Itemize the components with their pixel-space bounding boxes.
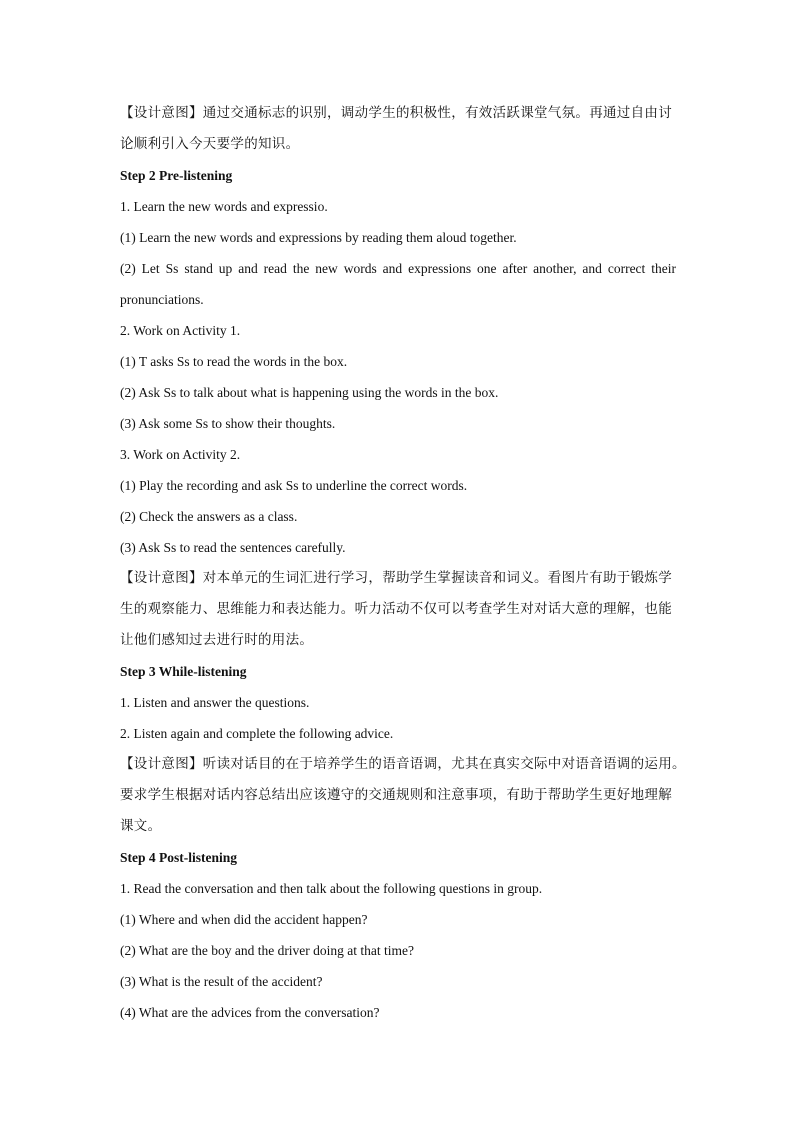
design-intent-2-line-1: 【设计意图】对本单元的生词汇进行学习，帮助学生掌握读音和词义。看图片有助于锻炼学 xyxy=(120,570,672,586)
step2-item: 1. Learn the new words and expressio. xyxy=(120,199,328,214)
step4-item: (2) What are the boy and the driver doing at that time? xyxy=(120,943,415,958)
step4-item: 1. Read the conversation and then talk about the following questions in group. xyxy=(120,881,543,896)
step4-heading: Step 4 Post-listening xyxy=(120,850,238,865)
step2-heading: Step 2 Pre-listening xyxy=(120,168,233,183)
step2-item: (2) Ask Ss to talk about what is happening using the words in the box. xyxy=(120,385,499,400)
step3-item: 1. Listen and answer the questions. xyxy=(120,695,310,710)
step2-item: pronunciations. xyxy=(120,292,204,307)
step4-item: (1) Where and when did the accident happen? xyxy=(120,912,368,927)
step2-section xyxy=(120,160,676,563)
step3-heading: Step 3 While-listening xyxy=(120,664,247,679)
design-intent-3-line-2: 要求学生根据对话内容总结出应该遵守的交通规则和注意事项，有助于帮助学生更好地理解 xyxy=(120,787,672,803)
step2-item: (3) Ask some Ss to show their thoughts. xyxy=(120,416,336,431)
design-intent-1-line-1: 【设计意图】通过交通标志的识别，调动学生的积极性，有效活跃课堂气氛。再通过自由讨 xyxy=(120,105,672,121)
step4-item: (3) What is the result of the accident? xyxy=(120,974,323,989)
step2-item: (1) Play the recording and ask Ss to underline the correct words. xyxy=(120,478,468,493)
step3-section xyxy=(120,656,676,749)
design-intent-2-line-3: 让他们感知过去进行时的用法。 xyxy=(120,632,314,648)
design-intent-3-line-3: 课文。 xyxy=(120,818,162,834)
step2-item: (2) Let Ss stand up and read the new words and expressions one after another, and correct their xyxy=(120,261,676,276)
design-intent-2 xyxy=(120,563,676,656)
step2-item: (2) Check the answers as a class. xyxy=(120,509,298,524)
step2-item: 3. Work on Activity 2. xyxy=(120,447,241,462)
step3-item: 2. Listen again and complete the following advice. xyxy=(120,726,394,741)
step2-item: 2. Work on Activity 1. xyxy=(120,323,241,338)
step2-item: (1) T asks Ss to read the words in the box. xyxy=(120,354,348,369)
design-intent-1-line-2: 论顺利引入今天要学的知识。 xyxy=(120,136,300,152)
design-intent-3 xyxy=(120,749,686,842)
document-page xyxy=(120,98,686,1028)
design-intent-2-line-2: 生的观察能力、思维能力和表达能力。听力活动不仅可以考查学生对对话大意的理解，也能 xyxy=(120,601,672,617)
step4-section xyxy=(120,842,676,1028)
step4-item: (4) What are the advices from the conversation? xyxy=(120,1005,380,1020)
step2-item: (1) Learn the new words and expressions by reading them aloud together. xyxy=(120,230,517,245)
step2-item: (3) Ask Ss to read the sentences carefully. xyxy=(120,540,346,555)
design-intent-1 xyxy=(120,98,676,160)
design-intent-3-line-1: 【设计意图】听读对话目的在于培养学生的语音语调，尤其在真实交际中对语音语调的运用。 xyxy=(120,756,686,772)
